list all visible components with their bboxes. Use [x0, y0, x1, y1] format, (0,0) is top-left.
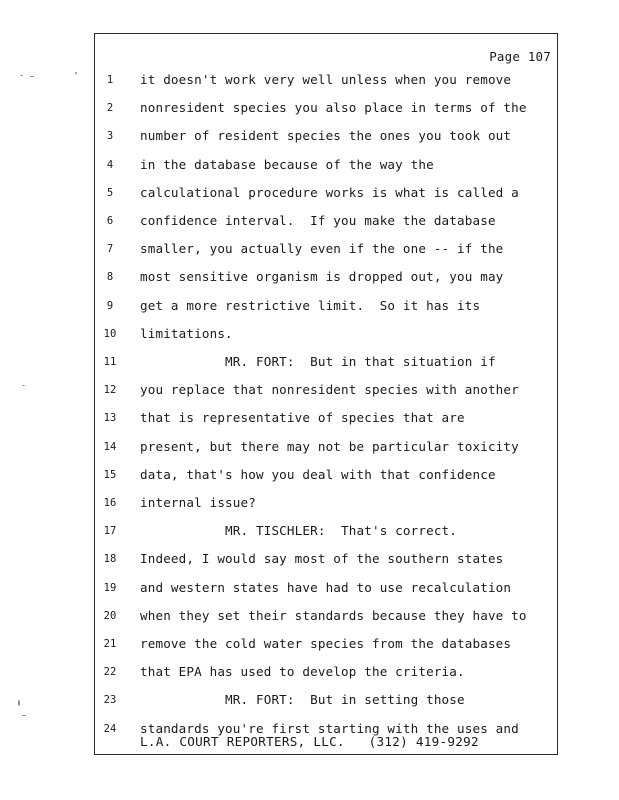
line-number: 10 [103, 327, 117, 340]
transcript-line [95, 465, 557, 485]
scan-speck [18, 700, 20, 706]
line-number: 19 [103, 581, 117, 594]
line-number: 20 [103, 609, 117, 622]
line-text: most sensitive organism is dropped out, you may [140, 269, 504, 285]
transcript-line [95, 408, 557, 428]
line-text: smaller, you actually even if the one -- if the [140, 241, 504, 257]
line-text: it doesn't work very well unless when you remove [140, 72, 512, 87]
line-number: 15 [103, 468, 117, 481]
transcript-line [95, 352, 557, 372]
line-number: 4 [106, 158, 114, 171]
transcript-line [95, 493, 557, 513]
line-number: 16 [103, 497, 117, 509]
line-text: you replace that nonresident species with another [140, 382, 519, 398]
line-text: number of resident species the ones you took out [140, 128, 512, 144]
line-number: 13 [103, 412, 117, 425]
transcript-line [95, 324, 557, 344]
transcript-line [95, 126, 557, 146]
scan-speck [30, 76, 34, 77]
line-number: 12 [103, 384, 117, 397]
line-text: nonresident species you also place in terms of the [140, 100, 527, 116]
transcript-line [95, 549, 557, 569]
line-number: 9 [106, 299, 114, 312]
line-text: confidence interval. If you make the database [140, 213, 496, 228]
transcript-line [95, 578, 557, 598]
line-text: internal issue? [140, 495, 256, 510]
transcript-page [94, 33, 558, 755]
transcript-line [95, 239, 557, 259]
transcript-line [95, 211, 557, 231]
line-number: 8 [106, 271, 114, 284]
line-number: 18 [103, 553, 117, 566]
line-number: 6 [106, 215, 114, 227]
line-text: Indeed, I would say most of the southern states [140, 551, 504, 567]
line-number: 11 [103, 356, 117, 368]
line-number: 14 [103, 440, 117, 453]
line-text: and western states have had to use recalculation [140, 579, 512, 595]
line-number: 7 [106, 243, 114, 256]
line-text: MR. FORT: But in setting those [140, 692, 465, 708]
line-text: get a more restrictive limit. So it has its [140, 297, 481, 313]
transcript-line [95, 70, 557, 90]
transcript-line [95, 98, 557, 118]
line-text: that is representative of species that are [140, 410, 465, 426]
line-number: 17 [103, 525, 117, 538]
transcript-line [95, 662, 557, 682]
transcript-line [95, 155, 557, 175]
line-number: 22 [103, 666, 117, 679]
transcript-line [95, 521, 557, 541]
transcript-line [95, 437, 557, 457]
line-text: standards you're first starting with the uses and [140, 720, 519, 736]
transcript-line [95, 606, 557, 626]
transcript-line [95, 267, 557, 287]
line-text: remove the cold water species from the databases [140, 636, 512, 651]
line-text: limitations. [140, 325, 233, 341]
line-text: MR. TISCHLER: That's correct. [140, 523, 458, 539]
line-text: in the database because of the way the [140, 156, 434, 172]
transcript-line [95, 380, 557, 400]
line-number: 5 [106, 186, 114, 199]
line-text: MR. FORT: But in that situation if [140, 354, 496, 369]
scan-speck [75, 72, 77, 74]
line-text: data, that's how you deal with that confidence [140, 466, 496, 482]
scan-speck [22, 385, 25, 386]
line-number: 3 [106, 130, 114, 143]
page-number: Page 107 [489, 49, 551, 64]
line-number: 21 [103, 638, 117, 650]
transcript-line [95, 296, 557, 316]
scan-speck [20, 75, 23, 76]
line-text: that EPA has used to develop the criteria. [140, 664, 465, 680]
line-number: 1 [106, 74, 114, 86]
line-text: calculational procedure works is what is called a [140, 184, 519, 200]
transcript-line [95, 634, 557, 654]
transcript-line [95, 690, 557, 710]
line-text: present, but there may not be particular toxicity [140, 438, 519, 454]
line-text: when they set their standards because they have to [140, 607, 527, 623]
line-number: 23 [103, 694, 117, 707]
transcript-line [95, 183, 557, 203]
scan-speck [22, 715, 26, 716]
court-reporter-footer: L.A. COURT REPORTERS, LLC. (312) 419-9292 [140, 734, 479, 749]
line-number: 24 [103, 722, 117, 735]
line-number: 2 [106, 102, 114, 115]
